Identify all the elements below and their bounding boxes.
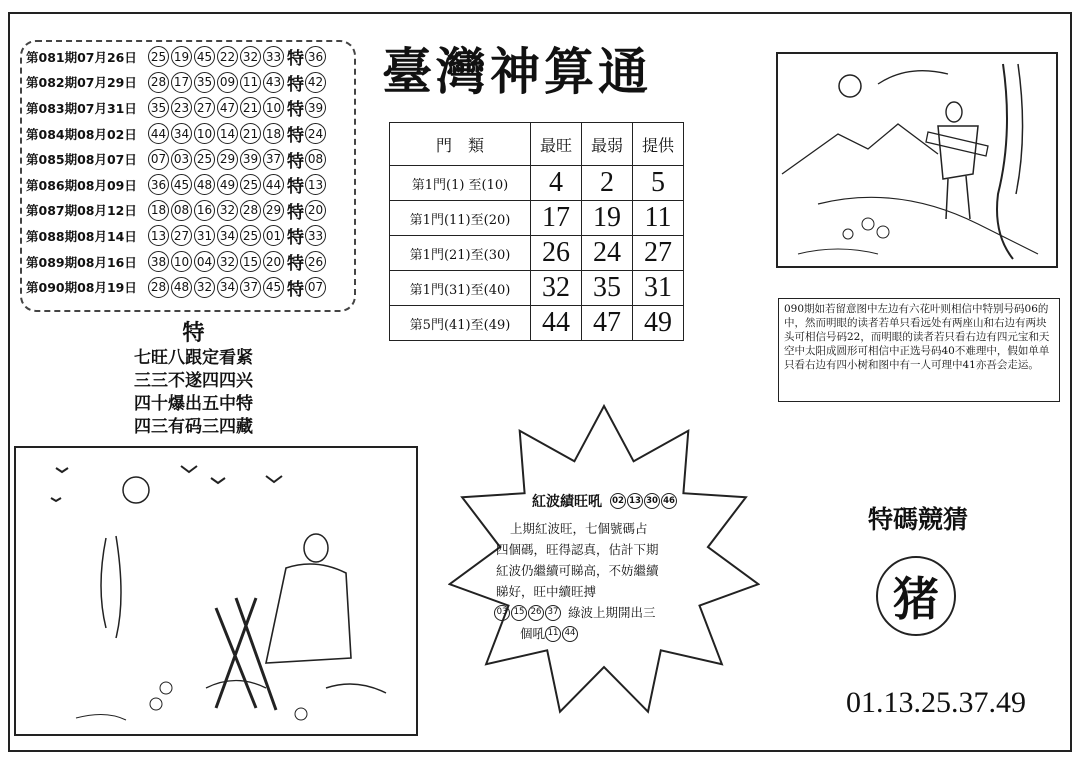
category-value: 5 xyxy=(633,166,684,201)
category-value: 44 xyxy=(531,306,582,341)
number-ball: 18 xyxy=(263,123,284,144)
special-mark: 特 xyxy=(287,177,304,198)
star-body-line: 上期紅波旺，七個號碼占 xyxy=(510,521,648,536)
number-ball: 32 xyxy=(217,200,238,221)
number-ball: 33 xyxy=(263,46,284,67)
number-ball: 27 xyxy=(194,97,215,118)
number-ball: 09 xyxy=(217,72,238,93)
special-mark: 特 xyxy=(287,254,304,275)
number-ball: 36 xyxy=(148,174,169,195)
category-value: 17 xyxy=(531,201,582,236)
number-ball: 28 xyxy=(148,277,169,298)
number-ball: 15 xyxy=(240,251,261,272)
result-row xyxy=(26,121,350,147)
number-ball: 21 xyxy=(240,97,261,118)
zodiac-badge: 猪 xyxy=(876,556,956,636)
number-ball: 35 xyxy=(194,72,215,93)
number-ball: 47 xyxy=(217,97,238,118)
result-label: 第088期08月14日 xyxy=(26,228,137,244)
number-ball: 20 xyxy=(263,251,284,272)
poem xyxy=(134,322,253,439)
poem-line: 三三不遂四四兴 xyxy=(134,371,253,391)
number-ball: 37 xyxy=(545,605,561,621)
special-ball: 42 xyxy=(305,72,326,93)
result-row xyxy=(26,44,350,70)
result-row xyxy=(26,198,350,224)
number-ball: 30 xyxy=(644,493,660,509)
number-ball: 45 xyxy=(263,277,284,298)
special-mark: 特 xyxy=(287,279,304,300)
number-ball: 25 xyxy=(148,46,169,67)
hint-note: 090期如若留意图中左边有六花叶则相信中特别号码06的中，然而明眼的读者若单只看远处有两座山和右边有两块头可相信号码22，而明眼的读者若只看右边有四元宝和天空中太阳成圆形可相信中正选号码40不难理中，假如单单只看右边有四小树和图中有一人可理中41亦吾会走运。 xyxy=(778,298,1060,402)
category-label: 第1門(11)至(20) xyxy=(390,201,531,236)
number-ball: 23 xyxy=(171,97,192,118)
number-ball: 11 xyxy=(545,626,561,642)
star-body-line: 睇好，旺中續旺搏 xyxy=(496,584,597,599)
table-row xyxy=(390,236,684,271)
result-label: 第085期08月07日 xyxy=(26,152,137,168)
number-ball: 25 xyxy=(240,174,261,195)
category-value: 11 xyxy=(633,201,684,236)
page-title: 臺灣神算通 xyxy=(382,42,652,101)
number-ball: 17 xyxy=(171,72,192,93)
table-header: 最旺 xyxy=(531,123,582,166)
number-ball: 22 xyxy=(217,46,238,67)
number-ball: 10 xyxy=(263,97,284,118)
number-ball: 18 xyxy=(148,200,169,221)
special-mark: 特 xyxy=(287,228,304,249)
table-header: 最弱 xyxy=(582,123,633,166)
number-ball: 28 xyxy=(240,200,261,221)
number-ball: 44 xyxy=(148,123,169,144)
table-header-row xyxy=(390,123,684,166)
special-mark: 特 xyxy=(287,202,304,223)
special-ball: 26 xyxy=(305,251,326,272)
number-ball: 39 xyxy=(240,149,261,170)
category-value: 2 xyxy=(582,166,633,201)
number-ball: 45 xyxy=(194,46,215,67)
table-row xyxy=(390,271,684,306)
category-value: 49 xyxy=(633,306,684,341)
number-ball: 44 xyxy=(562,626,578,642)
number-ball: 04 xyxy=(194,251,215,272)
number-ball: 44 xyxy=(263,174,284,195)
star-title-text: 紅波績旺吼 xyxy=(532,494,602,510)
number-ball: 11 xyxy=(240,72,261,93)
poem-head: 特 xyxy=(182,320,205,346)
table-header: 提供 xyxy=(633,123,684,166)
star-body xyxy=(496,518,706,644)
result-label: 第089期08月16日 xyxy=(26,254,137,270)
history-results-list xyxy=(20,40,356,312)
result-row xyxy=(26,249,350,275)
result-row xyxy=(26,146,350,172)
result-row xyxy=(26,274,350,300)
guess-title: 特碼競猜 xyxy=(868,505,969,534)
number-ball: 13 xyxy=(627,493,643,509)
number-ball: 32 xyxy=(217,251,238,272)
number-ball: 16 xyxy=(194,200,215,221)
special-mark: 特 xyxy=(287,74,304,95)
number-ball: 03 xyxy=(494,605,510,621)
number-ball: 29 xyxy=(217,149,238,170)
result-row xyxy=(26,95,350,121)
result-row xyxy=(26,70,350,96)
number-ball: 07 xyxy=(148,149,169,170)
category-label: 第5門(41)至(49) xyxy=(390,306,531,341)
special-ball: 13 xyxy=(305,174,326,195)
number-ball: 34 xyxy=(217,225,238,246)
special-ball: 20 xyxy=(305,200,326,221)
result-row xyxy=(26,172,350,198)
category-value: 24 xyxy=(582,236,633,271)
result-label: 第081期07月26日 xyxy=(26,49,137,65)
number-ball: 43 xyxy=(263,72,284,93)
star-body-line: 紅波仍繼續可睇高，不妨繼續 xyxy=(496,563,659,578)
number-ball: 25 xyxy=(240,225,261,246)
special-ball: 08 xyxy=(305,149,326,170)
number-ball: 35 xyxy=(148,97,169,118)
special-mark: 特 xyxy=(287,49,304,70)
category-value: 27 xyxy=(633,236,684,271)
table-row xyxy=(390,201,684,236)
number-ball: 10 xyxy=(171,251,192,272)
table-header: 門 類 xyxy=(390,123,531,166)
category-value: 26 xyxy=(531,236,582,271)
seated-figure-drawing xyxy=(16,448,416,734)
category-value: 31 xyxy=(633,271,684,306)
green-text: 綠波上期開出三 xyxy=(568,605,656,620)
star-title xyxy=(532,491,678,511)
special-ball: 36 xyxy=(305,46,326,67)
green-balls-line xyxy=(494,602,706,623)
poem-line: 七旺八跟定看紧 xyxy=(134,348,253,368)
category-value: 35 xyxy=(582,271,633,306)
special-mark: 特 xyxy=(287,126,304,147)
special-mark: 特 xyxy=(287,151,304,172)
result-label: 第082期07月29日 xyxy=(26,75,137,91)
number-ball: 21 xyxy=(240,123,261,144)
number-ball: 27 xyxy=(171,225,192,246)
number-ball: 31 xyxy=(194,225,215,246)
number-ball: 01 xyxy=(263,225,284,246)
category-value: 4 xyxy=(531,166,582,201)
number-ball: 19 xyxy=(171,46,192,67)
number-ball: 02 xyxy=(610,493,626,509)
special-ball: 39 xyxy=(305,97,326,118)
number-ball: 03 xyxy=(171,149,192,170)
poem-line: 四三有码三四藏 xyxy=(134,417,253,437)
number-ball: 48 xyxy=(194,174,215,195)
number-ball: 10 xyxy=(194,123,215,144)
number-ball: 34 xyxy=(217,277,238,298)
category-value: 32 xyxy=(531,271,582,306)
number-ball: 46 xyxy=(661,493,677,509)
number-ball: 32 xyxy=(240,46,261,67)
table-row xyxy=(390,166,684,201)
number-ball: 37 xyxy=(240,277,261,298)
result-label: 第084期08月02日 xyxy=(26,126,137,142)
number-ball: 26 xyxy=(528,605,544,621)
number-ball: 32 xyxy=(194,277,215,298)
scholar-mountains-drawing xyxy=(778,54,1056,266)
category-table xyxy=(389,122,684,341)
special-mark: 特 xyxy=(287,100,304,121)
special-ball: 07 xyxy=(305,277,326,298)
category-label: 第1門(31)至(40) xyxy=(390,271,531,306)
category-value: 19 xyxy=(582,201,633,236)
category-label: 第1門(21)至(30) xyxy=(390,236,531,271)
star-body-line: 四個碼，旺得認真，估計下期 xyxy=(496,542,659,557)
number-ball: 45 xyxy=(171,174,192,195)
tail-text: 個吼 xyxy=(520,626,546,641)
special-ball: 24 xyxy=(305,123,326,144)
number-ball: 14 xyxy=(217,123,238,144)
result-label: 第086期08月09日 xyxy=(26,177,137,193)
number-ball: 38 xyxy=(148,251,169,272)
tail-line xyxy=(496,623,706,644)
result-label: 第083期07月31日 xyxy=(26,100,137,116)
number-ball: 34 xyxy=(171,123,192,144)
special-ball: 33 xyxy=(305,225,326,246)
category-label: 第1門(1) 至(10) xyxy=(390,166,531,201)
special-codes: 01.13.25.37.49 xyxy=(846,686,1026,719)
result-row xyxy=(26,223,350,249)
number-ball: 08 xyxy=(171,200,192,221)
number-ball: 15 xyxy=(511,605,527,621)
number-ball: 37 xyxy=(263,149,284,170)
number-ball: 49 xyxy=(217,174,238,195)
result-label: 第087期08月12日 xyxy=(26,203,137,219)
number-ball: 13 xyxy=(148,225,169,246)
table-row xyxy=(390,306,684,341)
category-value: 47 xyxy=(582,306,633,341)
number-ball: 28 xyxy=(148,72,169,93)
illustration-seated-figure xyxy=(14,446,418,736)
result-label: 第090期08月19日 xyxy=(26,280,137,296)
poem-line: 四十爆出五中特 xyxy=(134,394,253,414)
number-ball: 48 xyxy=(171,277,192,298)
illustration-scholar-mountains xyxy=(776,52,1058,268)
number-ball: 29 xyxy=(263,200,284,221)
number-ball: 25 xyxy=(194,149,215,170)
